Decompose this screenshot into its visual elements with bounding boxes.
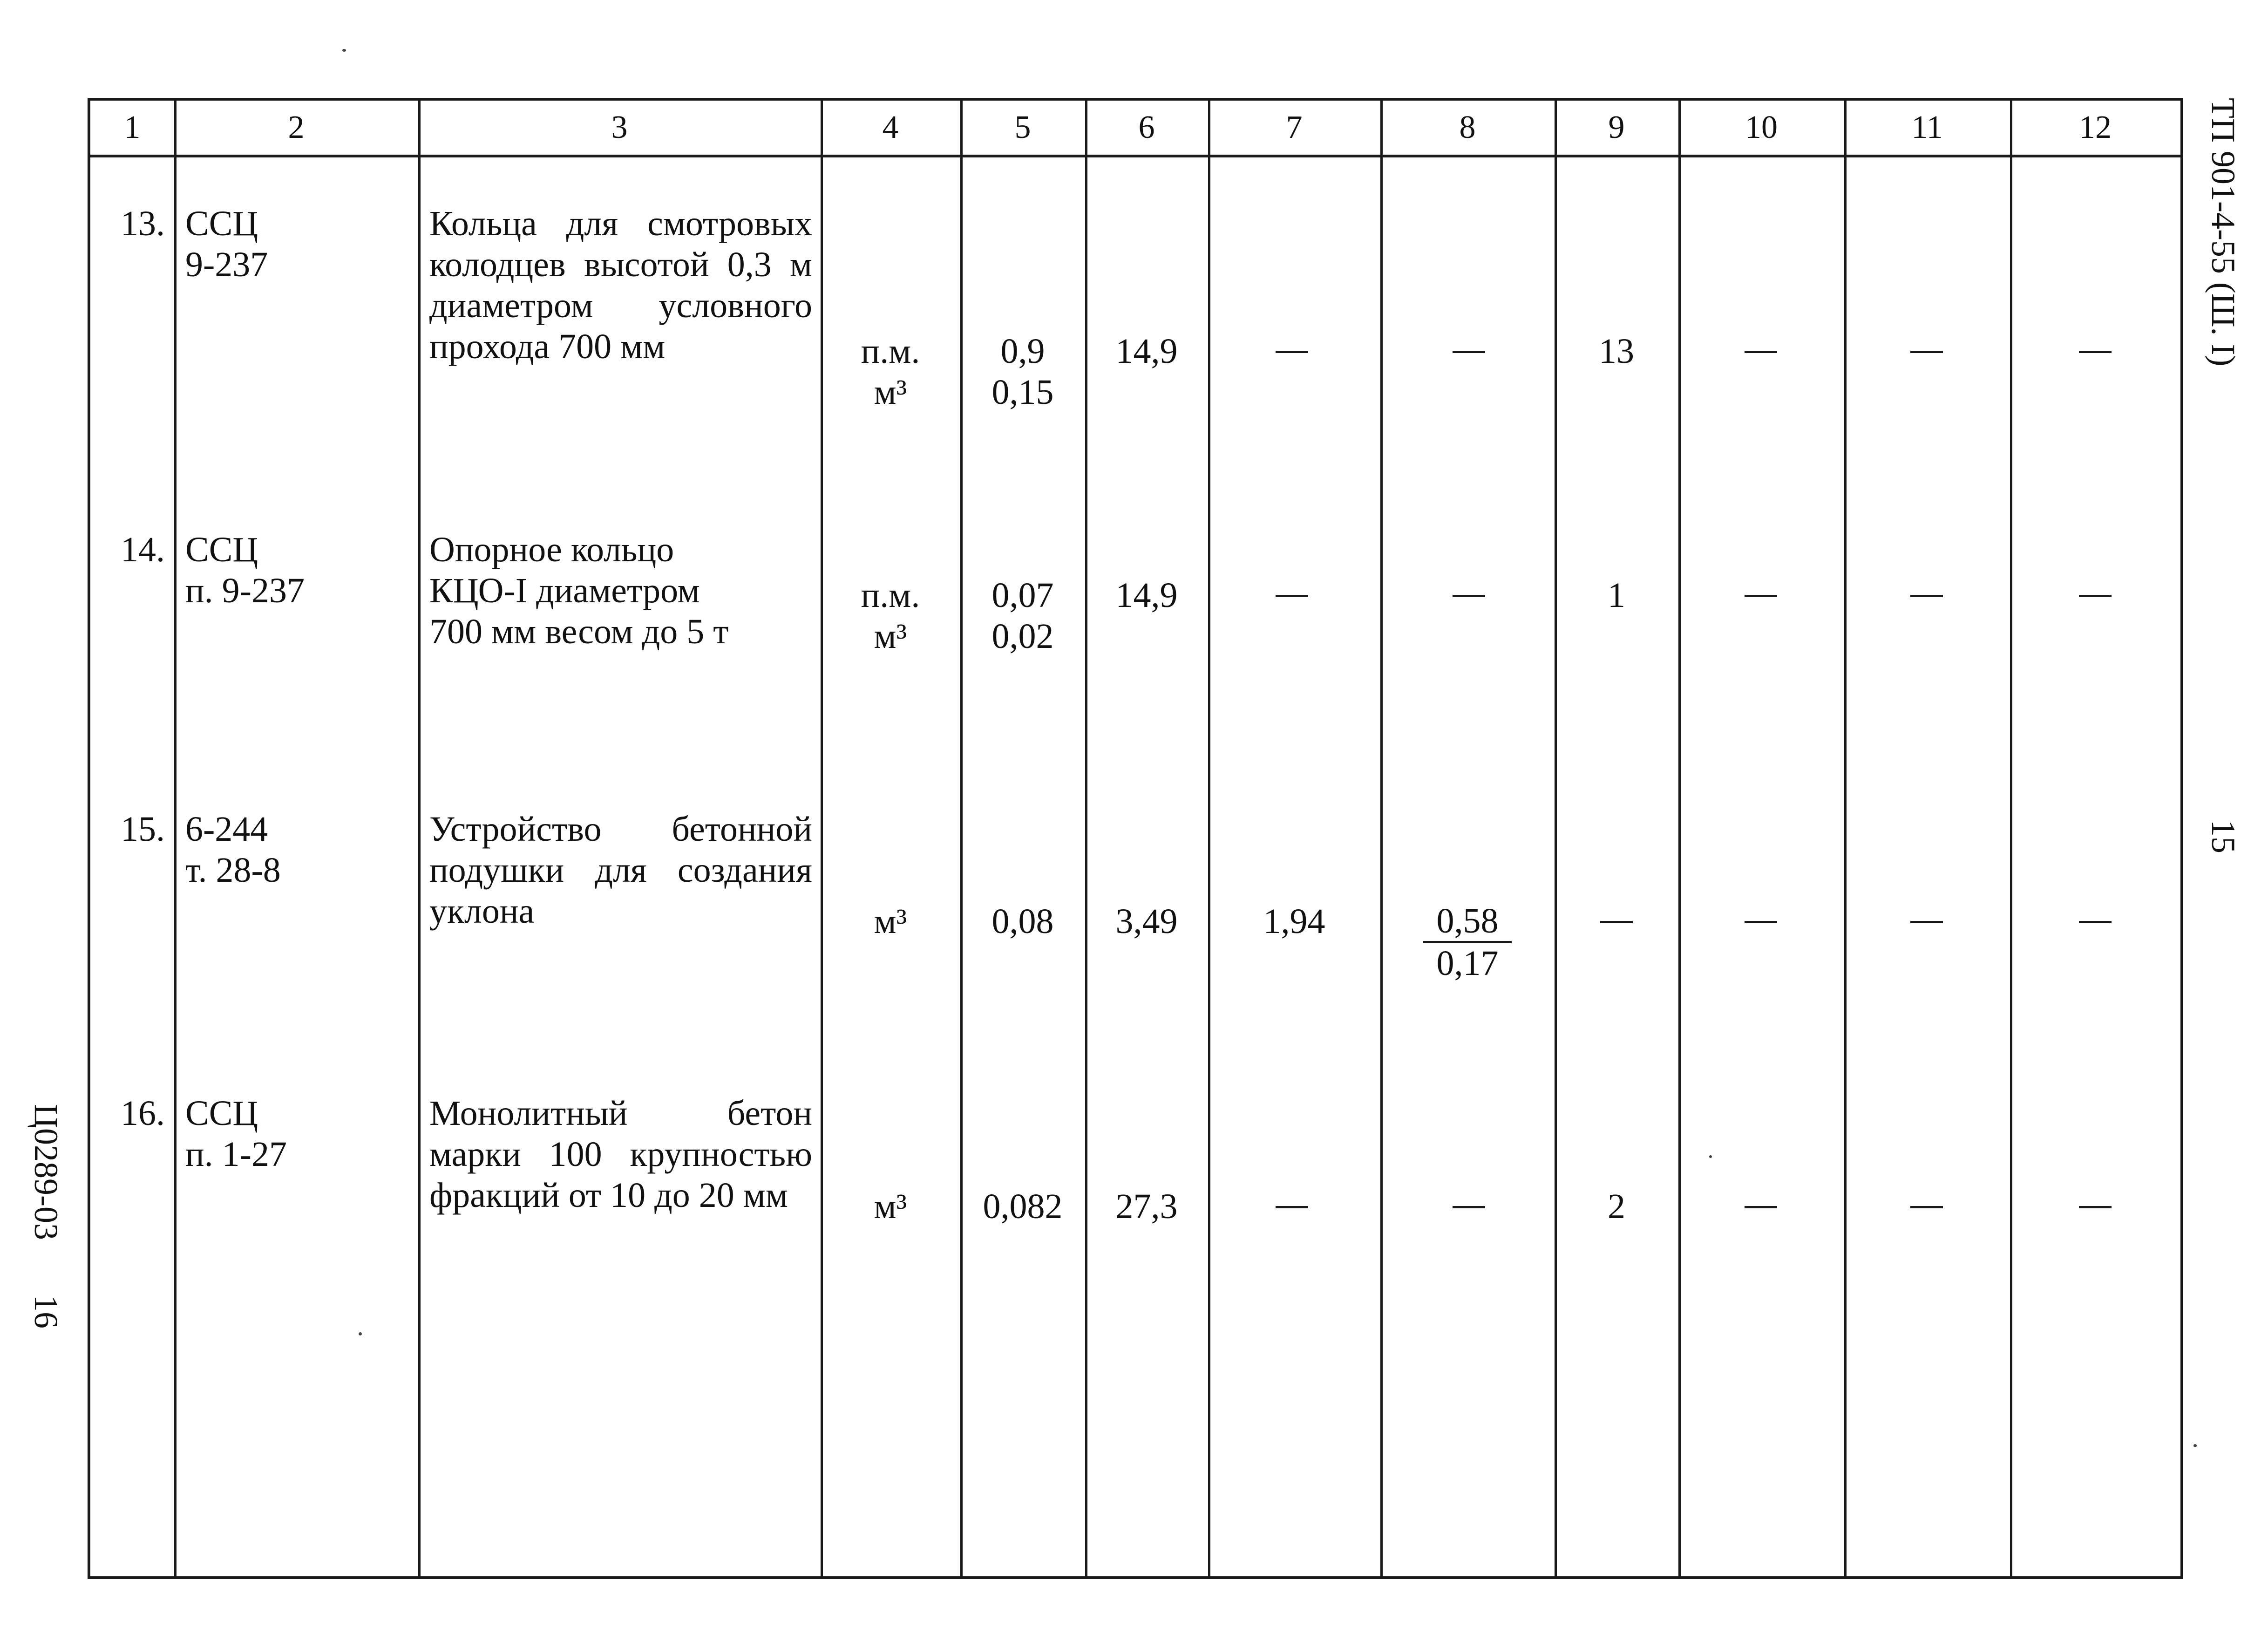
col7-value: 1,94 [1263,902,1325,941]
rate-code-line1: ССЦ [185,530,258,569]
work-description-line1: Опорное кольцо [429,530,674,569]
unit-line1: п.м. [861,332,920,371]
rate-code-line1: 6-244 [185,810,268,849]
row-number: 14. [121,530,165,569]
header-col-7: 7 [1286,109,1303,145]
column-divider [1555,101,1557,1576]
fraction-numerator: 0,58 [1423,901,1512,943]
col12-empty-dash [2079,595,2112,597]
scan-speck [2193,1444,2197,1447]
column-divider [1208,101,1210,1576]
work-description: Монолитный бетон марки 100 крупностью фракций от 10 до 20 мм [429,1094,812,1215]
fraction-denominator: 0,17 [1436,944,1499,983]
header-col-10: 10 [1745,109,1778,145]
rate-code-line1: ССЦ [185,1094,258,1133]
col11-empty-dash [1910,351,1943,353]
header-col-3: 3 [611,109,628,145]
col12-empty-dash [2079,351,2112,353]
work-description: Кольца для смотровых колодцев высотой 0,3 м диаметром условного прохода 700 мм [429,204,812,366]
column-divider [1380,101,1383,1576]
col8-fraction [1423,901,1512,983]
row-number: 16. [121,1094,165,1133]
col8-empty-dash [1453,351,1485,353]
work-description-line2: КЦО-I диаметром [429,571,700,610]
quantity-line2: 0,02 [991,617,1054,656]
quantity-line2: 0,15 [991,373,1054,412]
col9-empty-dash [1600,921,1633,923]
quantity-line1: 0,08 [991,902,1054,941]
col10-empty-dash [1745,595,1777,597]
col8-empty-dash [1453,595,1485,597]
column-divider [2010,101,2012,1576]
quantity-line1: 0,9 [1000,332,1045,371]
col11-empty-dash [1910,921,1943,923]
quantity-line1: 0,082 [983,1187,1063,1226]
col7-empty-dash [1276,351,1308,353]
row-number: 15. [121,810,165,849]
column-divider [1844,101,1847,1576]
rate-code-line2: 9-237 [185,245,268,284]
header-col-6: 6 [1138,109,1155,145]
col12-empty-dash [2079,921,2112,923]
header-col-12: 12 [2079,109,2112,145]
col12-empty-dash [2079,1206,2112,1208]
rate-code-line2: т. 28-8 [185,851,281,890]
column-divider [1085,101,1087,1576]
col8-empty-dash [1453,1206,1485,1208]
unit-line1: м³ [874,902,907,941]
col10-empty-dash [1745,351,1777,353]
scan-speck [359,1332,362,1335]
col9-value: 1 [1608,576,1625,615]
estimate-table [88,98,2183,1579]
column-divider [174,101,177,1576]
unit-line1: м³ [874,1187,907,1226]
col10-empty-dash [1745,1206,1777,1208]
header-col-2: 2 [288,109,305,145]
column-divider [1678,101,1681,1576]
col6-value: 27,3 [1115,1187,1178,1226]
col11-empty-dash [1910,595,1943,597]
header-col-1: 1 [124,109,141,145]
scan-speck [1709,1155,1712,1158]
col7-empty-dash [1276,1206,1308,1208]
unit-line1: п.м. [861,576,920,615]
archive-code-stamp: Ц0289-03 [27,1104,65,1240]
col7-empty-dash [1276,595,1308,597]
work-description-line3: 700 мм весом до 5 т [429,612,729,651]
rate-code-line2: п. 1-27 [185,1135,287,1174]
table-header-row [90,101,2180,157]
col10-empty-dash [1745,921,1777,923]
work-description: Устройство бетонной подушки для создания уклона [429,810,812,931]
header-col-8: 8 [1459,109,1476,145]
rate-code-line2: п. 9-237 [185,571,305,610]
col9-value: 13 [1599,332,1634,371]
col6-value: 3,49 [1115,902,1178,941]
column-divider [418,101,421,1576]
row-number: 13. [121,204,165,243]
document-code-stamp: ТП 901-4-55 (Ш. I) [2205,98,2242,367]
col6-value: 14,9 [1115,332,1178,371]
rate-code-line1: ССЦ [185,204,258,243]
col9-value: 2 [1608,1187,1625,1226]
unit-line2: м³ [874,373,907,412]
header-col-9: 9 [1608,109,1625,145]
quantity-line1: 0,07 [991,576,1054,615]
column-divider [960,101,963,1576]
header-col-4: 4 [882,109,899,145]
unit-line2: м³ [874,617,907,656]
col11-empty-dash [1910,1206,1943,1208]
header-col-5: 5 [1014,109,1031,145]
scan-speck [342,49,346,52]
column-divider [821,101,823,1576]
header-col-11: 11 [1911,109,1943,145]
left-page-number: 16 [27,1295,65,1328]
col6-value: 14,9 [1115,576,1178,615]
right-page-number: 15 [2205,820,2242,853]
